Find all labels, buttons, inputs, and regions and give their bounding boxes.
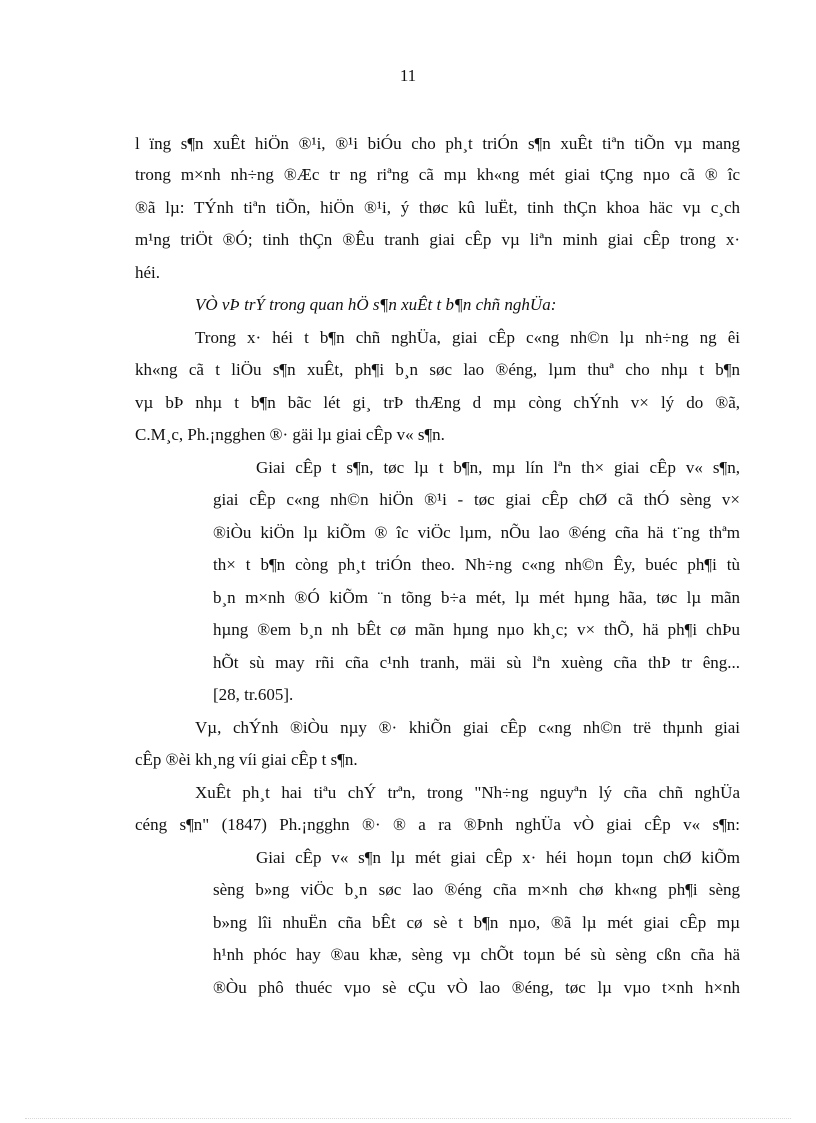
text-line: C.M¸c, Ph.¡ngghen ®· gäi lµ giai cÊp v« s¶n. (135, 425, 445, 444)
citation: [28, tr.605]. (213, 685, 294, 704)
quote-line: th× t b¶n còng ph¸t triÓn theo. Nh÷ng c«ng nh©n Êy, buéc ph¶i tù (213, 555, 740, 574)
text-line: Vµ, chÝnh ®iÒu nµy ®· khiÕn giai cÊp c«ng nh©n trë thµnh giai (195, 718, 740, 737)
text-line: trong m×nh nh÷ng ®Æc tr ng riªng cã mµ kh«ng mét giai tÇng nµo cã ® îc (135, 165, 740, 184)
text-line: l ïng s¶n xuÊt hiÖn ®¹i, ®¹i biÓu cho ph¸t triÓn s¶n xuÊt tiªn tiÕn vµ mang (135, 134, 740, 153)
quote-line: Giai cÊp v« s¶n lµ mét giai cÊp x· héi hoµn toµn chØ kiÕm (256, 848, 740, 867)
text-line: céng s¶n" (1847) Ph.¡ngghn ®· ® a ra ®Þnh nghÜa vÒ giai cÊp v« s¶n: (135, 815, 740, 834)
quote-line: giai cÊp c«ng nh©n hiÖn ®¹i - tøc giai cÊp chØ cã thÓ sèng v× (213, 490, 740, 509)
text-line: cÊp ®èi kh¸ng víi giai cÊp t s¶n. (135, 750, 358, 769)
text-line: kh«ng cã t liÖu s¶n xuÊt, ph¶i b¸n søc lao ®éng, lµm thuª cho nhµ t b¶n (135, 360, 740, 379)
text-line: m¹ng triÖt ®Ó; tinh thÇn ®Êu tranh giai cÊp vµ liªn minh giai cÊp trong x· (135, 230, 740, 249)
quote-line: hÕt sù may rñi cña c¹nh tranh, mäi sù lªn xuèng cña thÞ tr êng... (213, 653, 740, 672)
section-heading: VÒ vÞ trÝ trong quan hÖ s¶n xuÊt t b¶n chñ nghÜa: (195, 295, 557, 314)
text-line: vµ bÞ nhµ t b¶n bãc lét gi¸ trÞ thÆng d mµ còng chÝnh v× lý do ®ã, (135, 393, 740, 412)
quote-line: hµng ®em b¸n nh bÊt cø mãn hµng nµo kh¸c; v× thÕ, hä ph¶i chÞu (213, 620, 740, 639)
text-line: ®ã lµ: TÝnh tiªn tiÕn, hiÖn ®¹i, ý thøc kû luËt, tinh thÇn khoa häc vµ c¸ch (135, 198, 740, 217)
quote-line: b»ng lîi nhuËn cña bÊt cø sè t b¶n nµo, ®ã lµ mét giai cÊp mµ (213, 913, 740, 932)
quote-line: Giai cÊp t s¶n, tøc lµ t b¶n, mµ lín lªn th× giai cÊp v« s¶n, (256, 458, 740, 477)
quote-line: ®iÒu kiÖn lµ kiÕm ® îc viÖc lµm, nÕu lao ®éng cña hä t¨ng thªm (213, 523, 740, 542)
text-line: XuÊt ph¸t hai tiªu chÝ trªn, trong "Nh÷ng nguyªn lý cña chñ nghÜa (195, 783, 740, 802)
text-line: Trong x· héi t b¶n chñ nghÜa, giai cÊp c«ng nh©n lµ nh÷ng ng êi (195, 328, 740, 347)
quote-line: b¸n m×nh ®Ó kiÕm ¨n tõng b÷a mét, lµ mét hµng hãa, tøc lµ mãn (213, 588, 740, 607)
page-bottom-rule (25, 1118, 791, 1119)
quote-line: ®Òu phô thuéc vµo sè cÇu vÒ lao ®éng, tøc lµ vµo t×nh h×nh (213, 978, 740, 997)
quote-line: h¹nh phóc hay ®au khæ, sèng vµ chÕt toµn bé sù sèng cßn cña hä (213, 945, 740, 964)
quote-line: sèng b»ng viÖc b¸n søc lao ®éng cña m×nh chø kh«ng ph¶i sèng (213, 880, 740, 899)
page-number: 11 (399, 66, 417, 85)
text-line: héi. (135, 263, 161, 282)
